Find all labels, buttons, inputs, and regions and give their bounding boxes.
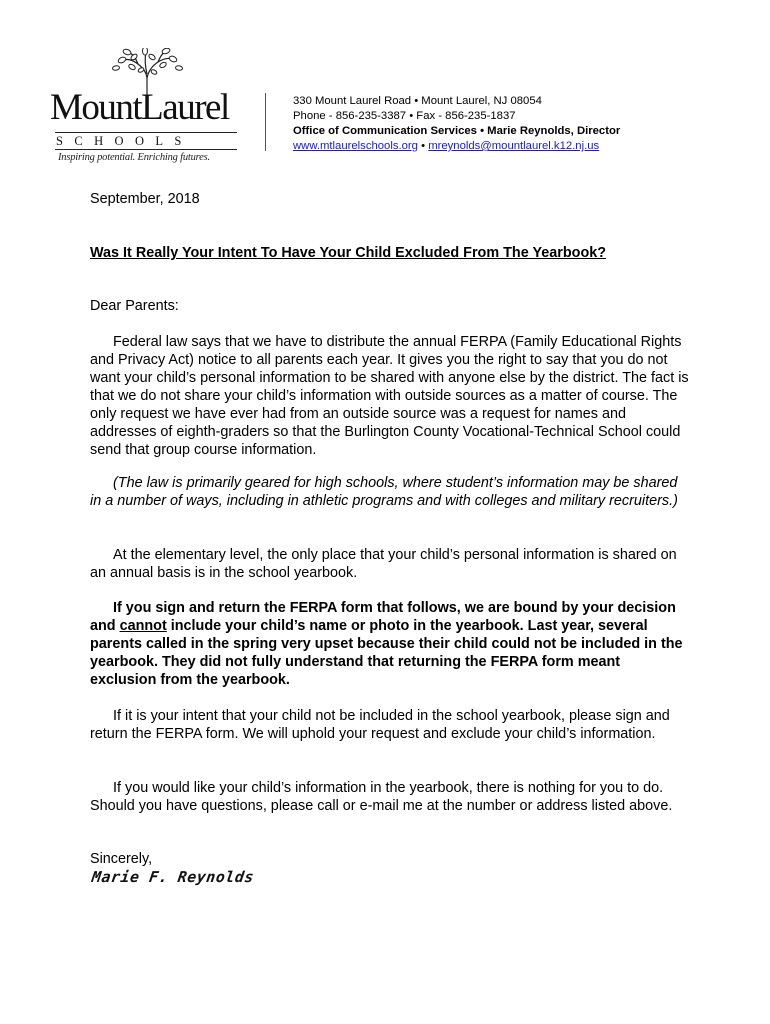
website-link[interactable]: www.mtlaurelschools.org [293,140,418,152]
paragraph-elementary: At the elementary level, the only place that your child’s personal information is shared on an annual basis is in the school yearbook. [90,547,677,581]
closing: Sincerely, [90,851,153,867]
logo-wordmark: MountLaurel [50,87,229,128]
salutation: Dear Parents: [90,298,179,314]
address-line: 330 Mount Laurel Road • Mount Laurel, NJ 08054 [293,95,542,107]
email-link[interactable]: mreynolds@mountlaurel.k12.nj.us [428,140,600,152]
logo-schools: SCHOOLS [56,134,193,148]
paragraph-warning [90,599,690,689]
warning-text-2: include your child’s name or photo in the yearbook. Last year, several parents called in the spring very upset because their child could not be included in the yearbook. They did not fully understand that returning the FERPA form meant exclusion from the yearbook. [90,618,683,688]
paragraph-high-schools-note: (The law is primarily geared for high schools, where student’s information may be shared in a number of ways, including in athletic programs and with colleges and military recruiters.) [90,475,678,509]
letterhead-divider [265,93,266,151]
paragraph-questions: If you would like your child’s information in the yearbook, there is nothing for you to do. Should you have questions, please call or e-mail me at the number or address listed above. [90,780,673,814]
office-line: Office of Communication Services • Marie Reynolds, Director [293,125,621,137]
letter-date: September, 2018 [90,191,200,207]
warning-text-1: If you sign and return the FERPA form that follows, we are bound by your decision and [90,600,676,634]
link-separator: • [417,140,429,152]
contact-block [293,94,620,154]
logo-tagline: Inspiring potential. Enriching futures. [58,152,210,163]
phone-fax-line: Phone - 856-235-3387 • Fax - 856-235-1837 [293,110,516,122]
warning-cannot: cannot [119,618,167,634]
logo-rule [55,132,237,133]
school-logo [50,48,245,163]
letter-subject: Was It Really Your Intent To Have Your Child Excluded From The Yearbook? [90,245,607,261]
logo-rule [55,149,237,150]
paragraph-intent: If it is your intent that your child not be included in the school yearbook, please sign and return the FERPA form. We will uphold your request and exclude your child’s information. [90,708,670,742]
signature: Marie F. Reynolds [90,868,256,886]
paragraph-ferpa-law: Federal law says that we have to distribute the annual FERPA (Family Educational Rights and Privacy Act) notice to all parents each year. It gives you the right to say that you do not want your child’s personal information to be shared with anyone else by the district. The fact is that we do not share your child’s information with outside sources as a matter of course. The only request we have ever had from an outside source was a request for names and addresses of eighth-graders so that the Burlington County Vocational-Technical School could send that group course information. [90,334,689,458]
links-line [293,139,620,154]
